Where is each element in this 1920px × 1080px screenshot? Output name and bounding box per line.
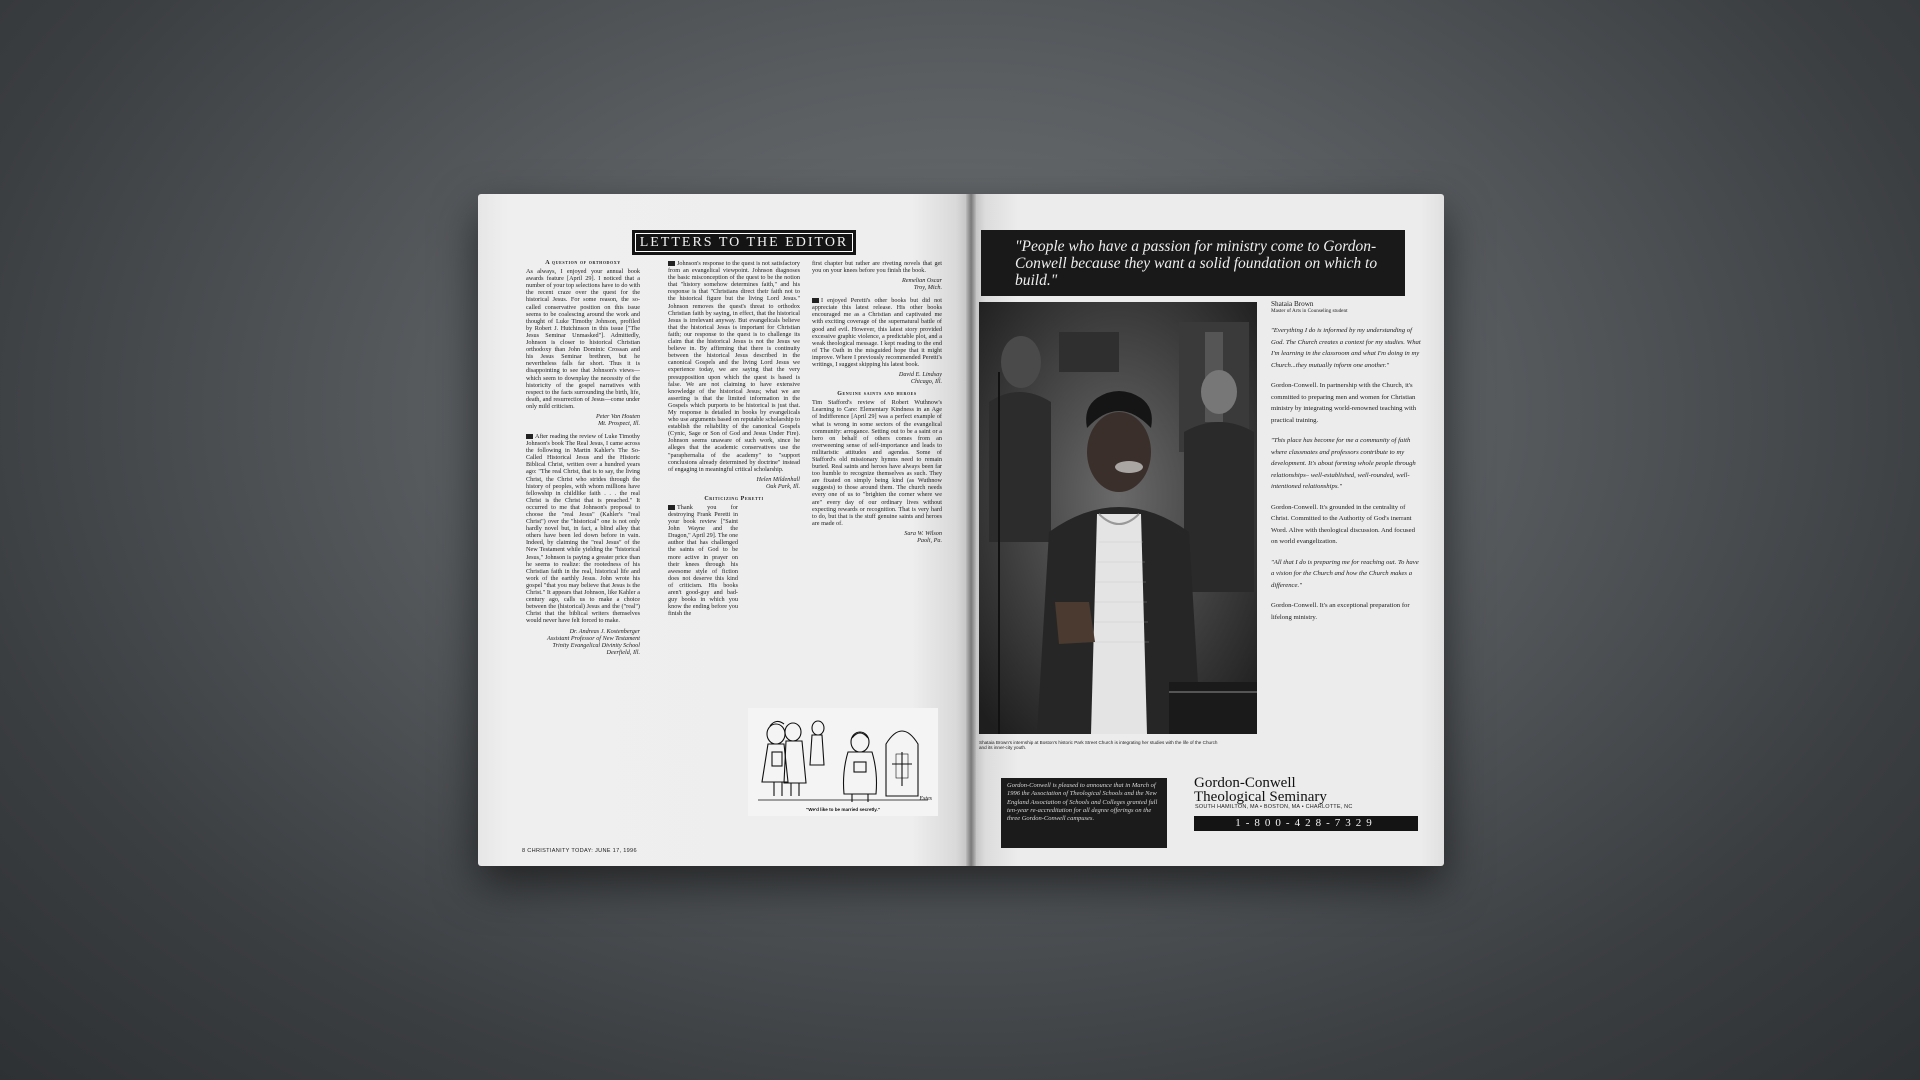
letters-column-3 <box>812 260 942 550</box>
section-heading: A question of orthodoxy <box>545 260 621 266</box>
promo-paragraph: Gordon-Conwell. In partnership with the Church, it's committed to preparing men and women for Christian ministry by integrating world-renowned teaching with practical training. <box>1271 382 1417 424</box>
testimonial-quote: "All that I do is preparing me for reaching out. To have a vision for the Church and how the Church makes a difference." <box>1271 558 1419 589</box>
photo-image <box>979 302 1257 734</box>
promo-paragraph: Gordon-Conwell. It's an exceptional preparation for lifelong ministry. <box>1271 602 1410 621</box>
cartoon <box>748 708 938 816</box>
school-address: SOUTH HAMILTON, MA • BOSTON, MA • CHARLOTTE, NC <box>1195 804 1353 810</box>
magazine-spread <box>478 194 1444 866</box>
right-page <box>971 194 1444 866</box>
cartoon-drawing <box>748 708 938 816</box>
letter-marker-icon <box>668 261 675 266</box>
letter-marker-icon <box>812 298 819 303</box>
letter-body: After reading the review of Luke Timothy Johnson's book The Real Jesus, I came across the following in Martin Kahler's The So-Called Historical Jesus and the Historic Biblical Christ, written over a hundred years ago: "The real Christ, that is to say, the living Christ, the Christ who strides through the history of peoples, with whom millions have fellowship in childlike faith . . . the real Christ is the Christ that is preached." It occurred to me that Johnson's proposal to choose the "real Jesus" (Kahler's "real Christ") over the "historical" one is not only hardly novel but, in fact, a blind alley that others have been led down before in vain. Indeed, by claiming the "real Jesus" of the New Testament while yielding the "historical Jesus," Johnson is paying a greater price than he seems to realize: the rootedness of his Christian faith in the real, historical life and work of the earthly Jesus. John wrote his gospel "that you may believe that Jesus is the Christ." It appears that Johnson, like Kahler a century ago, calls us to make a choice between the (historical) Jesus and the ("real") Christ that the biblical writers themselves would never have felt forced to make. <box>526 432 640 625</box>
photo-caption: Shataia Brown's internship at Boston's historic Park Street Church is integrating her studies with the life of the Church and its inner-city youth. <box>979 740 1218 751</box>
headline-quote: "People who have a passion for ministry come to Gordon-Conwell because they want a solid foundation on which to build." <box>981 230 1405 296</box>
letter-body: As always, I enjoyed your annual book awards feature [April 29]. I noticed that a number of your top selections have to do with the recent craze over the quest for the historical Jesus. For some reason, the so-called conservative position on this issue seems to be coalescing around the work and thought of Luke Timothy Johnson, profiled by Robert J. Hutchinson in this issue ["The Jesus Seminar Unmasked"]. Admittedly, Johnson is closer to historical Christian orthodoxy than John Dominic Crossan and his Jesus Seminar brethren, but he nevertheless falls far short. Thus it is disappointing to see that Johnson's views—which seem to downplay the necessity of the historicity of the gospel narratives with respect to the facts surrounding the birth, life, death, and resurrection of Jesus—come under only mild criticism. <box>526 268 640 410</box>
letter-signature: David E. Lindsay Chicago, Ill. <box>898 371 942 386</box>
page-footer: 8 CHRISTIANITY TODAY: JUNE 17, 1996 <box>522 848 637 854</box>
student-name: Shataia Brown <box>1271 300 1314 308</box>
testimonial-quote: "Everything I do is informed by my understanding of God. The Church creates a context for my studies. What I'm learning in the classroom and what I'm doing in my Church...they mutually inform one another." <box>1271 327 1421 369</box>
student-role: Master of Arts in Counseling student <box>1271 308 1348 314</box>
section-heading: Genuine saints and heroes <box>837 391 917 398</box>
school-name: Gordon-Conwell Theological Seminary <box>1194 775 1327 805</box>
letters-column-2 <box>668 260 800 620</box>
left-page <box>478 194 971 866</box>
letters-column-1 <box>526 260 640 662</box>
student-photo <box>979 302 1257 734</box>
letter-body: Thank you for destroying Frank Peretti in your book review ["Saint John Wayne and the Dragon," April 29]. The one author that has challenged the saints of God to be more active in prayer on their knees through his awesome style of fiction does not deserve this kind of criticism. His books aren't good-guy and bad-guy books in which you know the ending before you finish the <box>668 503 738 618</box>
letter-signature: Remelian Oscar Troy, Mich. <box>901 277 942 292</box>
phone-number: 1-800-428-7329 <box>1194 816 1418 831</box>
accreditation-announcement: Gordon-Conwell is pleased to announce that in March of 1996 the Association of Theological Schools and the New England Association of Schools and Colleges granted full ten-year re-accreditation for all degree offerings on the three Gordon-Conwell campuses. <box>1001 778 1167 848</box>
letter-signature: Helen Mildenhall Oak Park, Ill. <box>756 475 800 490</box>
spine-gutter <box>966 194 976 866</box>
letter-body: Johnson's response to the quest is not satisfactory from an evangelical viewpoint. Johnson diagnoses the basic misconception of the quest to be the notion that "history somehow determines faith," and his response is that "Christians direct their faith not to the historical figure but the living Lord Jesus." Johnson removes the quest's threat to orthodox Christian faith by saying, in effect, that the historical Jesus is irrelevant anyway. But evangelicals believe that the historical Jesus is important for Christian faith; our response to the quest is to challenge its claim that the historical Jesus is not the Jesus we believe in. By affirming that there is continuity between the historical Jesus described in the canonical Gospels and the living Lord Jesus we experience today, we are saying that the very presupposition upon which the quest is based is false. We are not claiming to have extensive knowledge of the historical Jesus; what we are asserting is that the limited information in the Gospels which purports to be historical is just that. My response is detailed in books by evangelicals who use arguments based on reputable scholarship to establish the reliability of the canonical Gospels (Cynic, Sage or Son of God and Jesus Under Fire). Johnson seems unaware of such work, since he alleges that the academic conservatives use the "paraphernalia of the academy" to "support conclusions already determined by doctrine" instead of engaging in meaningful critical scholarship. <box>668 260 800 473</box>
promo-paragraph: Gordon-Conwell. It's grounded in the centrality of Christ. Committed to the Authority of God's inerrant Word. Alive with theological discussion. And focused on world evangelization. <box>1271 503 1415 545</box>
letter-body: first chapter but rather are riveting novels that get you on your knees before you finish the book. <box>812 260 942 275</box>
letter-marker-icon <box>668 505 675 510</box>
letter-signature: Peter Van Houten Mt. Prospect, Ill. <box>596 412 640 427</box>
cartoon-credit: Estes <box>919 796 932 802</box>
section-heading: Criticizing Peretti <box>704 495 764 502</box>
letter-signature: Dr. Andreas J. Kostenberger Assistant Professor of New Testament Trinity Evangelical Divinity School Deerfield, Ill. <box>546 627 640 656</box>
letter-signature: Sara W. Wilson Paoli, Pa. <box>904 529 942 544</box>
testimonial-column <box>1271 300 1421 632</box>
testimonial-quote: "This place has become for me a community of faith where classmates and professors contribute to my development. It's about forming whole people through relationships– well-established, well-rounded, well-intentioned relationships." <box>1271 437 1416 490</box>
letter-body: I enjoyed Peretti's other books but did not appreciate this latest release. His other books encouraged me as a Christian and captivated me with exciting coverage of the supernatural battle of good and evil. However, this latest story provided excessive graphic violence, a predictable plot, and a weak theological message. I kept reading to the end of The Oath in the misguided hope that it might improve. Where I previously recommended Peretti's writings, I suggest skipping his latest book. <box>812 297 942 369</box>
letter-body: Tim Stafford's review of Robert Wuthnow's Learning to Care: Elementary Kindness in an Age of Indifference [April 29] was a perfect example of what is wrong in some sectors of the evangelical community: arrogance. Setting out to be a saint or a hero on behalf of others comes from an overweening sense of self-importance and leads to militaristic attitudes and agendas. Some of Stafford's old missionary hymns need to remain buried. Real saints and heroes have always been far too humble to recognize themselves as such. They are fixated on simply being kind (as Wuthnow suggests) to those around them. The church needs every one of us to "brighten the corner where we are" every day of our ordinary lives without expecting rewards or recognition. That is very hard to do, but that is the stuff genuine saints and heroes are made of. <box>812 399 942 527</box>
letter-marker-icon <box>526 434 533 439</box>
cartoon-caption: "We'd like to be married secretly." <box>806 807 880 812</box>
masthead: LETTERS TO THE EDITOR <box>632 230 856 255</box>
